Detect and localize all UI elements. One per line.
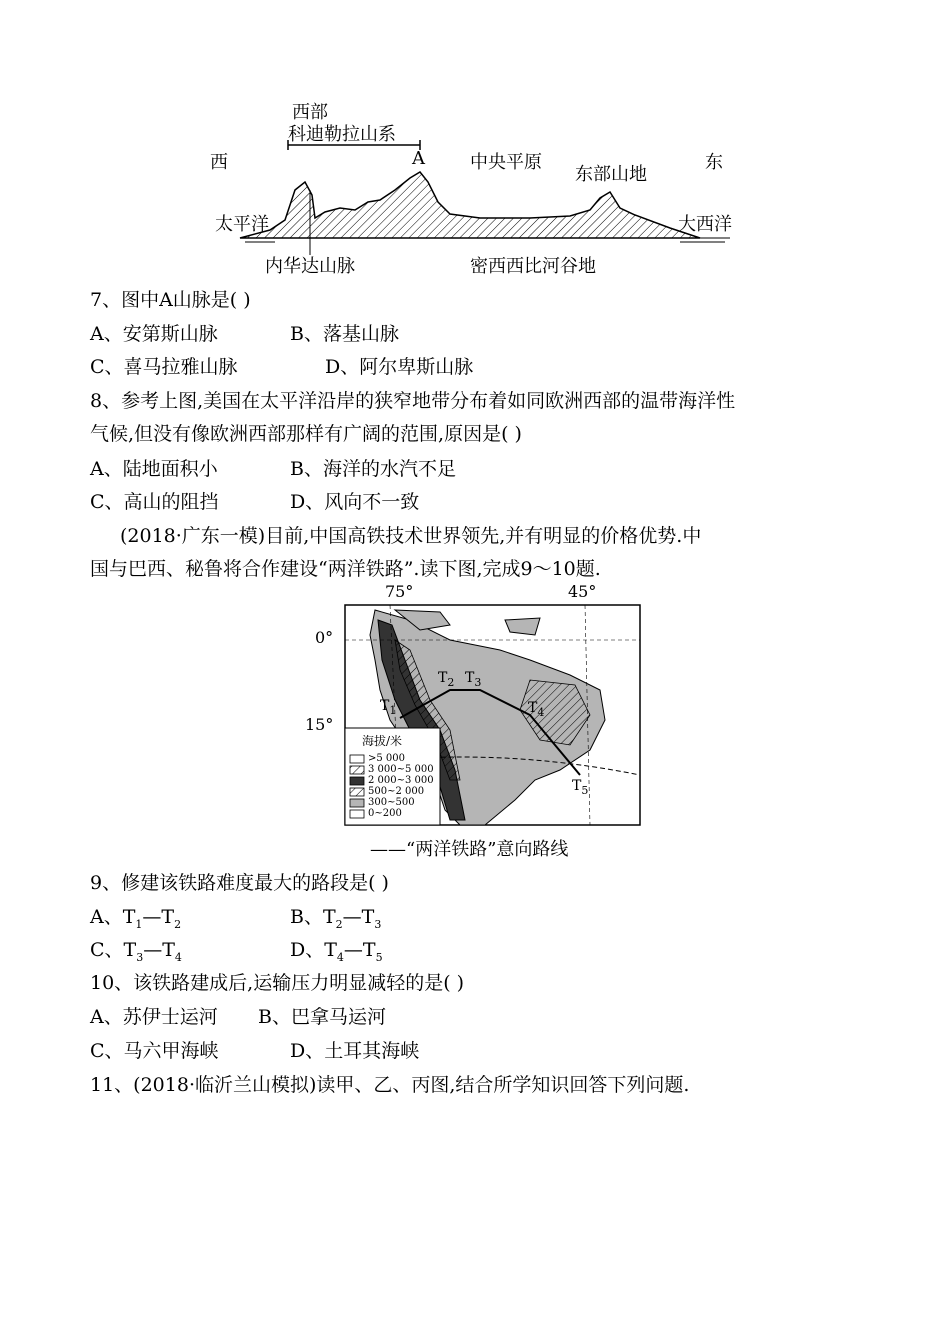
legend-title: 海拔/米 (362, 734, 403, 748)
q9-option-b[interactable]: B、$T_2—T_3$ (290, 906, 382, 931)
q7-option-c[interactable]: C、喜马拉雅山脉 (90, 356, 238, 378)
point-t2: $T_2$ (438, 670, 455, 689)
label-mississippi: 密西西比河谷地 (470, 256, 596, 277)
legend-item: 300~500 (368, 797, 415, 808)
label-atlantic: 大西洋 (678, 214, 732, 235)
q10-stem: 10、该铁路建成后,运输压力明显减轻的是( ) (90, 972, 465, 994)
q9-option-d[interactable]: D、$T_4—T_5$ (290, 939, 383, 964)
q7-stem: 7、图中A山脉是( ) (90, 289, 251, 311)
label-eastern-upland: 东部山地 (575, 164, 647, 185)
label-range-top: 西部 (292, 102, 328, 123)
legend-item: >5 000 (368, 753, 406, 764)
q7-option-d[interactable]: D、阿尔卑斯山脉 (325, 356, 474, 378)
map-diagram (300, 580, 660, 870)
q10-option-a[interactable]: A、苏伊士运河 (90, 1006, 218, 1028)
label-pacific: 太平洋 (215, 214, 269, 235)
q8-option-d[interactable]: D、风向不一致 (290, 491, 420, 513)
label-east: 东 (705, 152, 723, 173)
q9-option-c[interactable]: C、$T_3—T_4$ (90, 939, 182, 964)
q8-option-a[interactable]: A、陆地面积小 (90, 458, 218, 480)
intro-line1: (2018·广东一模)目前,中国高铁技术世界领先,并有明显的价格优势.中 (120, 525, 702, 547)
label-west: 西 (210, 152, 228, 173)
lat-15-label: 15° (305, 715, 334, 734)
q7-option-a[interactable]: A、安第斯山脉 (90, 323, 218, 345)
q8-stem-line2: 气候,但没有像欧洲西部那样有广阔的范围,原因是( ) (90, 423, 522, 445)
q7-option-b[interactable]: B、落基山脉 (290, 323, 399, 345)
point-t3: $T_3$ (465, 670, 482, 689)
lat-0-label: 0° (315, 628, 334, 647)
legend-item: 3 000~5 000 (368, 764, 434, 775)
intro-line2: 国与巴西、秘鲁将合作建设“两洋铁路”.读下图,完成9～10题. (90, 558, 601, 580)
lon-45-label: 45° (568, 582, 597, 601)
north-america-profile-figure (200, 90, 760, 280)
label-range-name: 科迪勒拉山系 (288, 124, 396, 145)
label-point-a: A (412, 148, 425, 169)
lon-75-label: 75° (385, 582, 414, 601)
q11-stem: 11、(2018·临沂兰山模拟)读甲、乙、丙图,结合所学知识回答下列问题. (90, 1074, 690, 1096)
point-t1: $T_1$ (380, 698, 397, 717)
south-america-map-figure (300, 580, 660, 870)
label-nevada: 内华达山脉 (265, 256, 355, 277)
q9-option-a[interactable]: A、$T_1—T_2$ (90, 906, 182, 931)
label-central-plain: 中央平原 (470, 152, 542, 173)
q8-stem-line1: 8、参考上图,美国在太平洋沿岸的狭窄地带分布着如同欧洲西部的温带海洋性 (90, 390, 736, 412)
legend-item: 500~2 000 (368, 786, 425, 797)
legend-item: 0~200 (368, 808, 402, 819)
q8-option-c[interactable]: C、高山的阻挡 (90, 491, 219, 513)
legend-item: 2 000~3 000 (368, 775, 434, 786)
q10-option-c[interactable]: C、马六甲海峡 (90, 1040, 219, 1062)
point-t4: $T_4$ (528, 700, 545, 719)
q10-option-b[interactable]: B、巴拿马运河 (258, 1006, 386, 1028)
point-t5: $T_5$ (572, 778, 589, 797)
map-caption: ——“两洋铁路”意向路线 (370, 839, 569, 860)
q10-option-d[interactable]: D、土耳其海峡 (290, 1040, 420, 1062)
q8-option-b[interactable]: B、海洋的水汽不足 (290, 458, 456, 480)
q9-stem: 9、修建该铁路难度最大的路段是( ) (90, 872, 389, 894)
